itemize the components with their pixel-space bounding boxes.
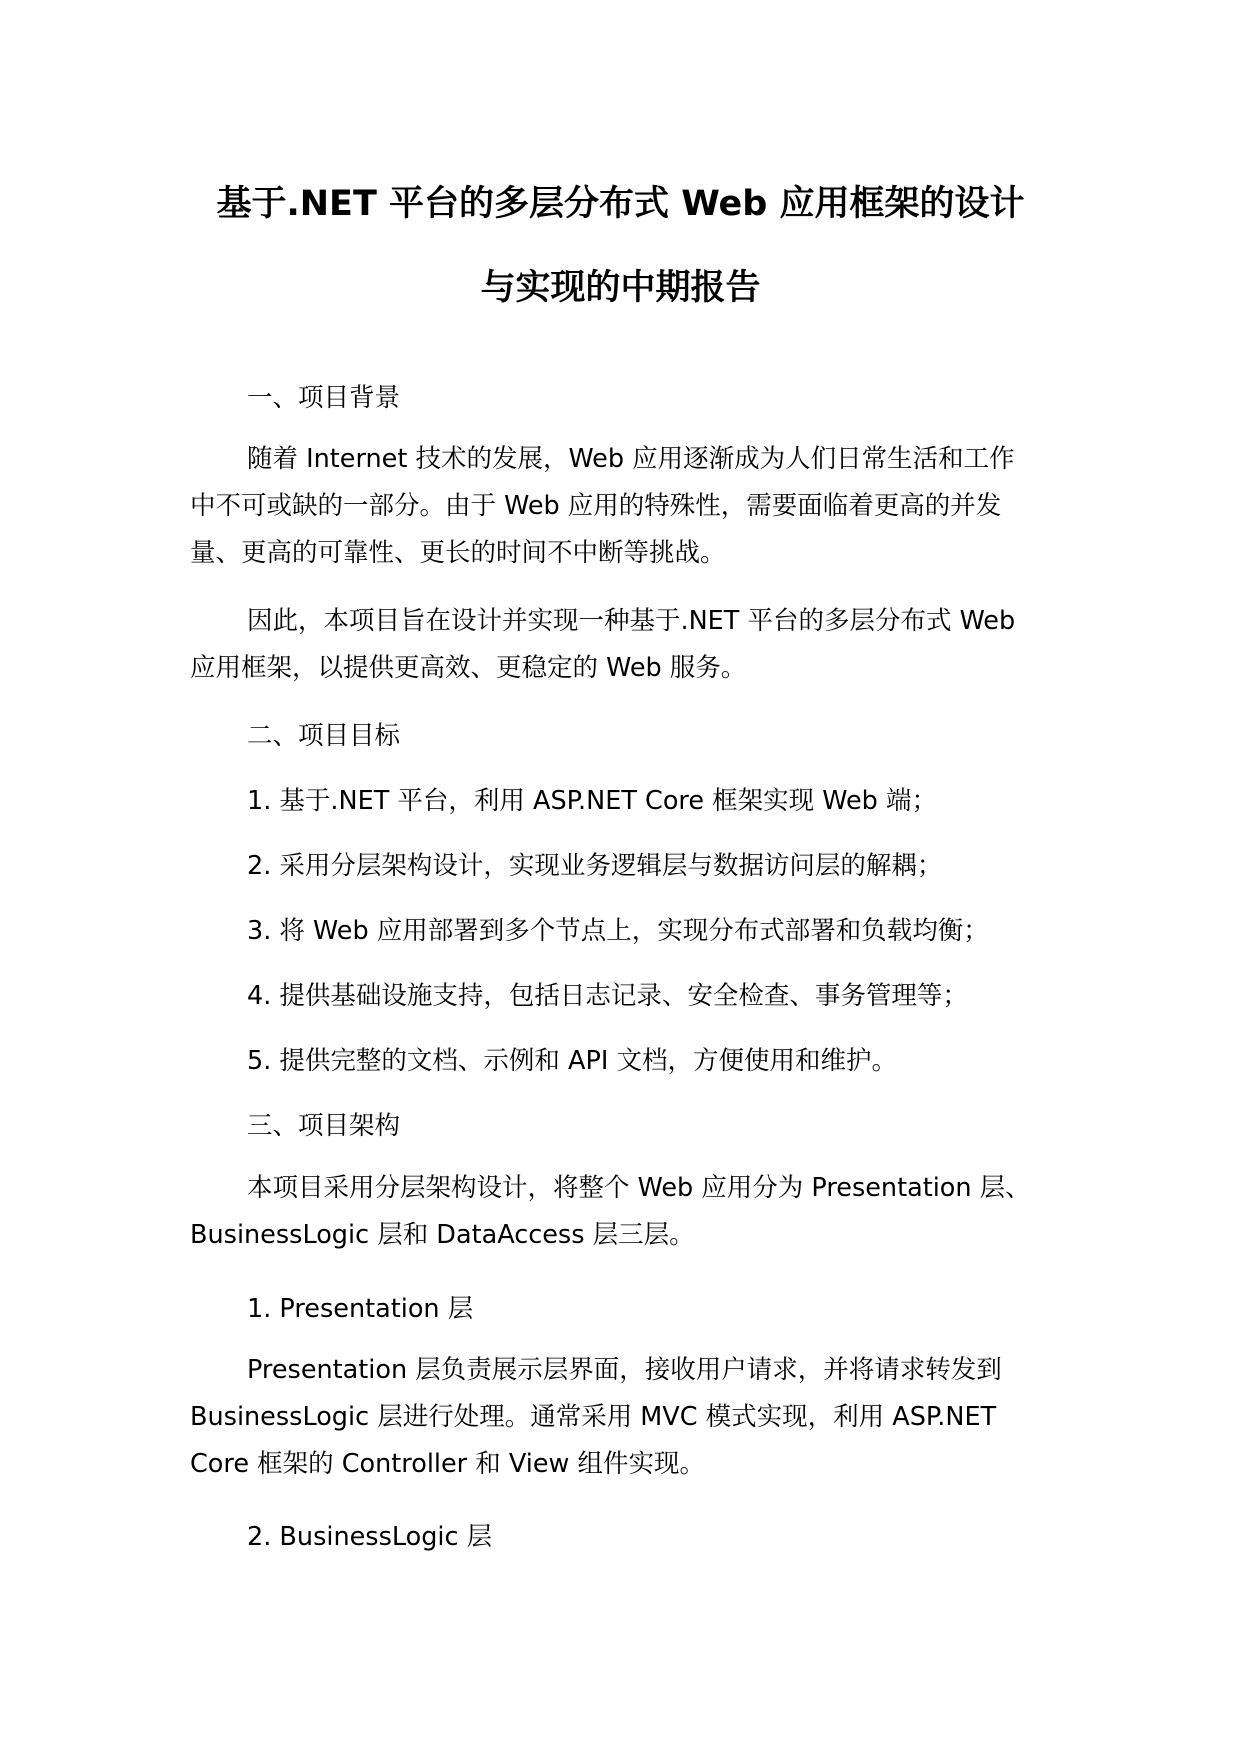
goal-text: 3. 将 Web 应用部署到多个节点上，实现分布式部署和负载均衡； bbox=[247, 916, 989, 946]
paragraph-line: BusinessLogic 层和 DataAccess 层三层。 bbox=[190, 1220, 695, 1250]
goal-text: 5. 提供完整的文档、示例和 API 文档，方便使用和维护。 bbox=[247, 1046, 897, 1076]
paragraph-line: Core 框架的 Controller 和 View 组件实现。 bbox=[190, 1449, 705, 1479]
section-heading-architecture bbox=[190, 1103, 1050, 1150]
subheading-presentation-layer bbox=[190, 1286, 1050, 1333]
goal-text: 2. 采用分层架构设计，实现业务逻辑层与数据访问层的解耦； bbox=[247, 851, 943, 881]
goal-item-1 bbox=[190, 778, 1050, 825]
paragraph-line: 应用框架，以提供更高效、更稳定的 Web 服务。 bbox=[190, 653, 747, 683]
goal-item-2 bbox=[190, 843, 1050, 890]
paragraph-line: 中不可或缺的一部分。由于 Web 应用的特殊性，需要面临着更高的并发 bbox=[190, 491, 1002, 521]
section-heading-text: 一、项目背景 bbox=[247, 383, 401, 413]
subheading-text: 2. BusinessLogic 层 bbox=[247, 1522, 493, 1552]
goal-item-3 bbox=[190, 908, 1050, 955]
paragraph-architecture bbox=[190, 1165, 1050, 1259]
goal-item-5 bbox=[190, 1038, 1050, 1085]
paragraph-line: 量、更高的可靠性、更长的时间不中断等挑战。 bbox=[190, 538, 726, 568]
section-heading-text: 三、项目架构 bbox=[247, 1111, 401, 1141]
subheading-text: 1. Presentation 层 bbox=[247, 1294, 474, 1324]
section-heading-background bbox=[190, 375, 1050, 422]
goal-item-4 bbox=[190, 973, 1050, 1020]
subheading-businesslogic-layer bbox=[190, 1514, 1050, 1561]
paragraph-background-1 bbox=[190, 436, 1050, 577]
document-title-line2: 与实现的中期报告 bbox=[480, 268, 761, 308]
section-heading-text: 二、项目目标 bbox=[247, 721, 401, 751]
section-heading-goals bbox=[190, 713, 1050, 760]
paragraph-line: 因此，本项目旨在设计并实现一种基于.NET 平台的多层分布式 Web bbox=[247, 606, 1016, 636]
paragraph-line: 本项目采用分层架构设计，将整个 Web 应用分为 Presentation 层、 bbox=[247, 1173, 1031, 1203]
document-title-line1: 基于.NET 平台的多层分布式 Web 应用框架的设计 bbox=[216, 184, 1025, 224]
goal-text: 4. 提供基础设施支持，包括日志记录、安全检查、事务管理等； bbox=[247, 981, 968, 1011]
paragraph-line: BusinessLogic 层进行处理。通常采用 MVC 模式实现，利用 ASP.NET bbox=[190, 1402, 997, 1432]
paragraph-background-2 bbox=[190, 598, 1050, 692]
goal-text: 1. 基于.NET 平台，利用 ASP.NET Core 框架实现 Web 端； bbox=[247, 786, 937, 816]
paragraph-line: 随着 Internet 技术的发展，Web 应用逐渐成为人们日常生活和工作 bbox=[247, 444, 1015, 474]
paragraph-presentation-layer bbox=[190, 1347, 1050, 1488]
paragraph-line: Presentation 层负责展示层界面，接收用户请求，并将请求转发到 bbox=[247, 1355, 1002, 1385]
